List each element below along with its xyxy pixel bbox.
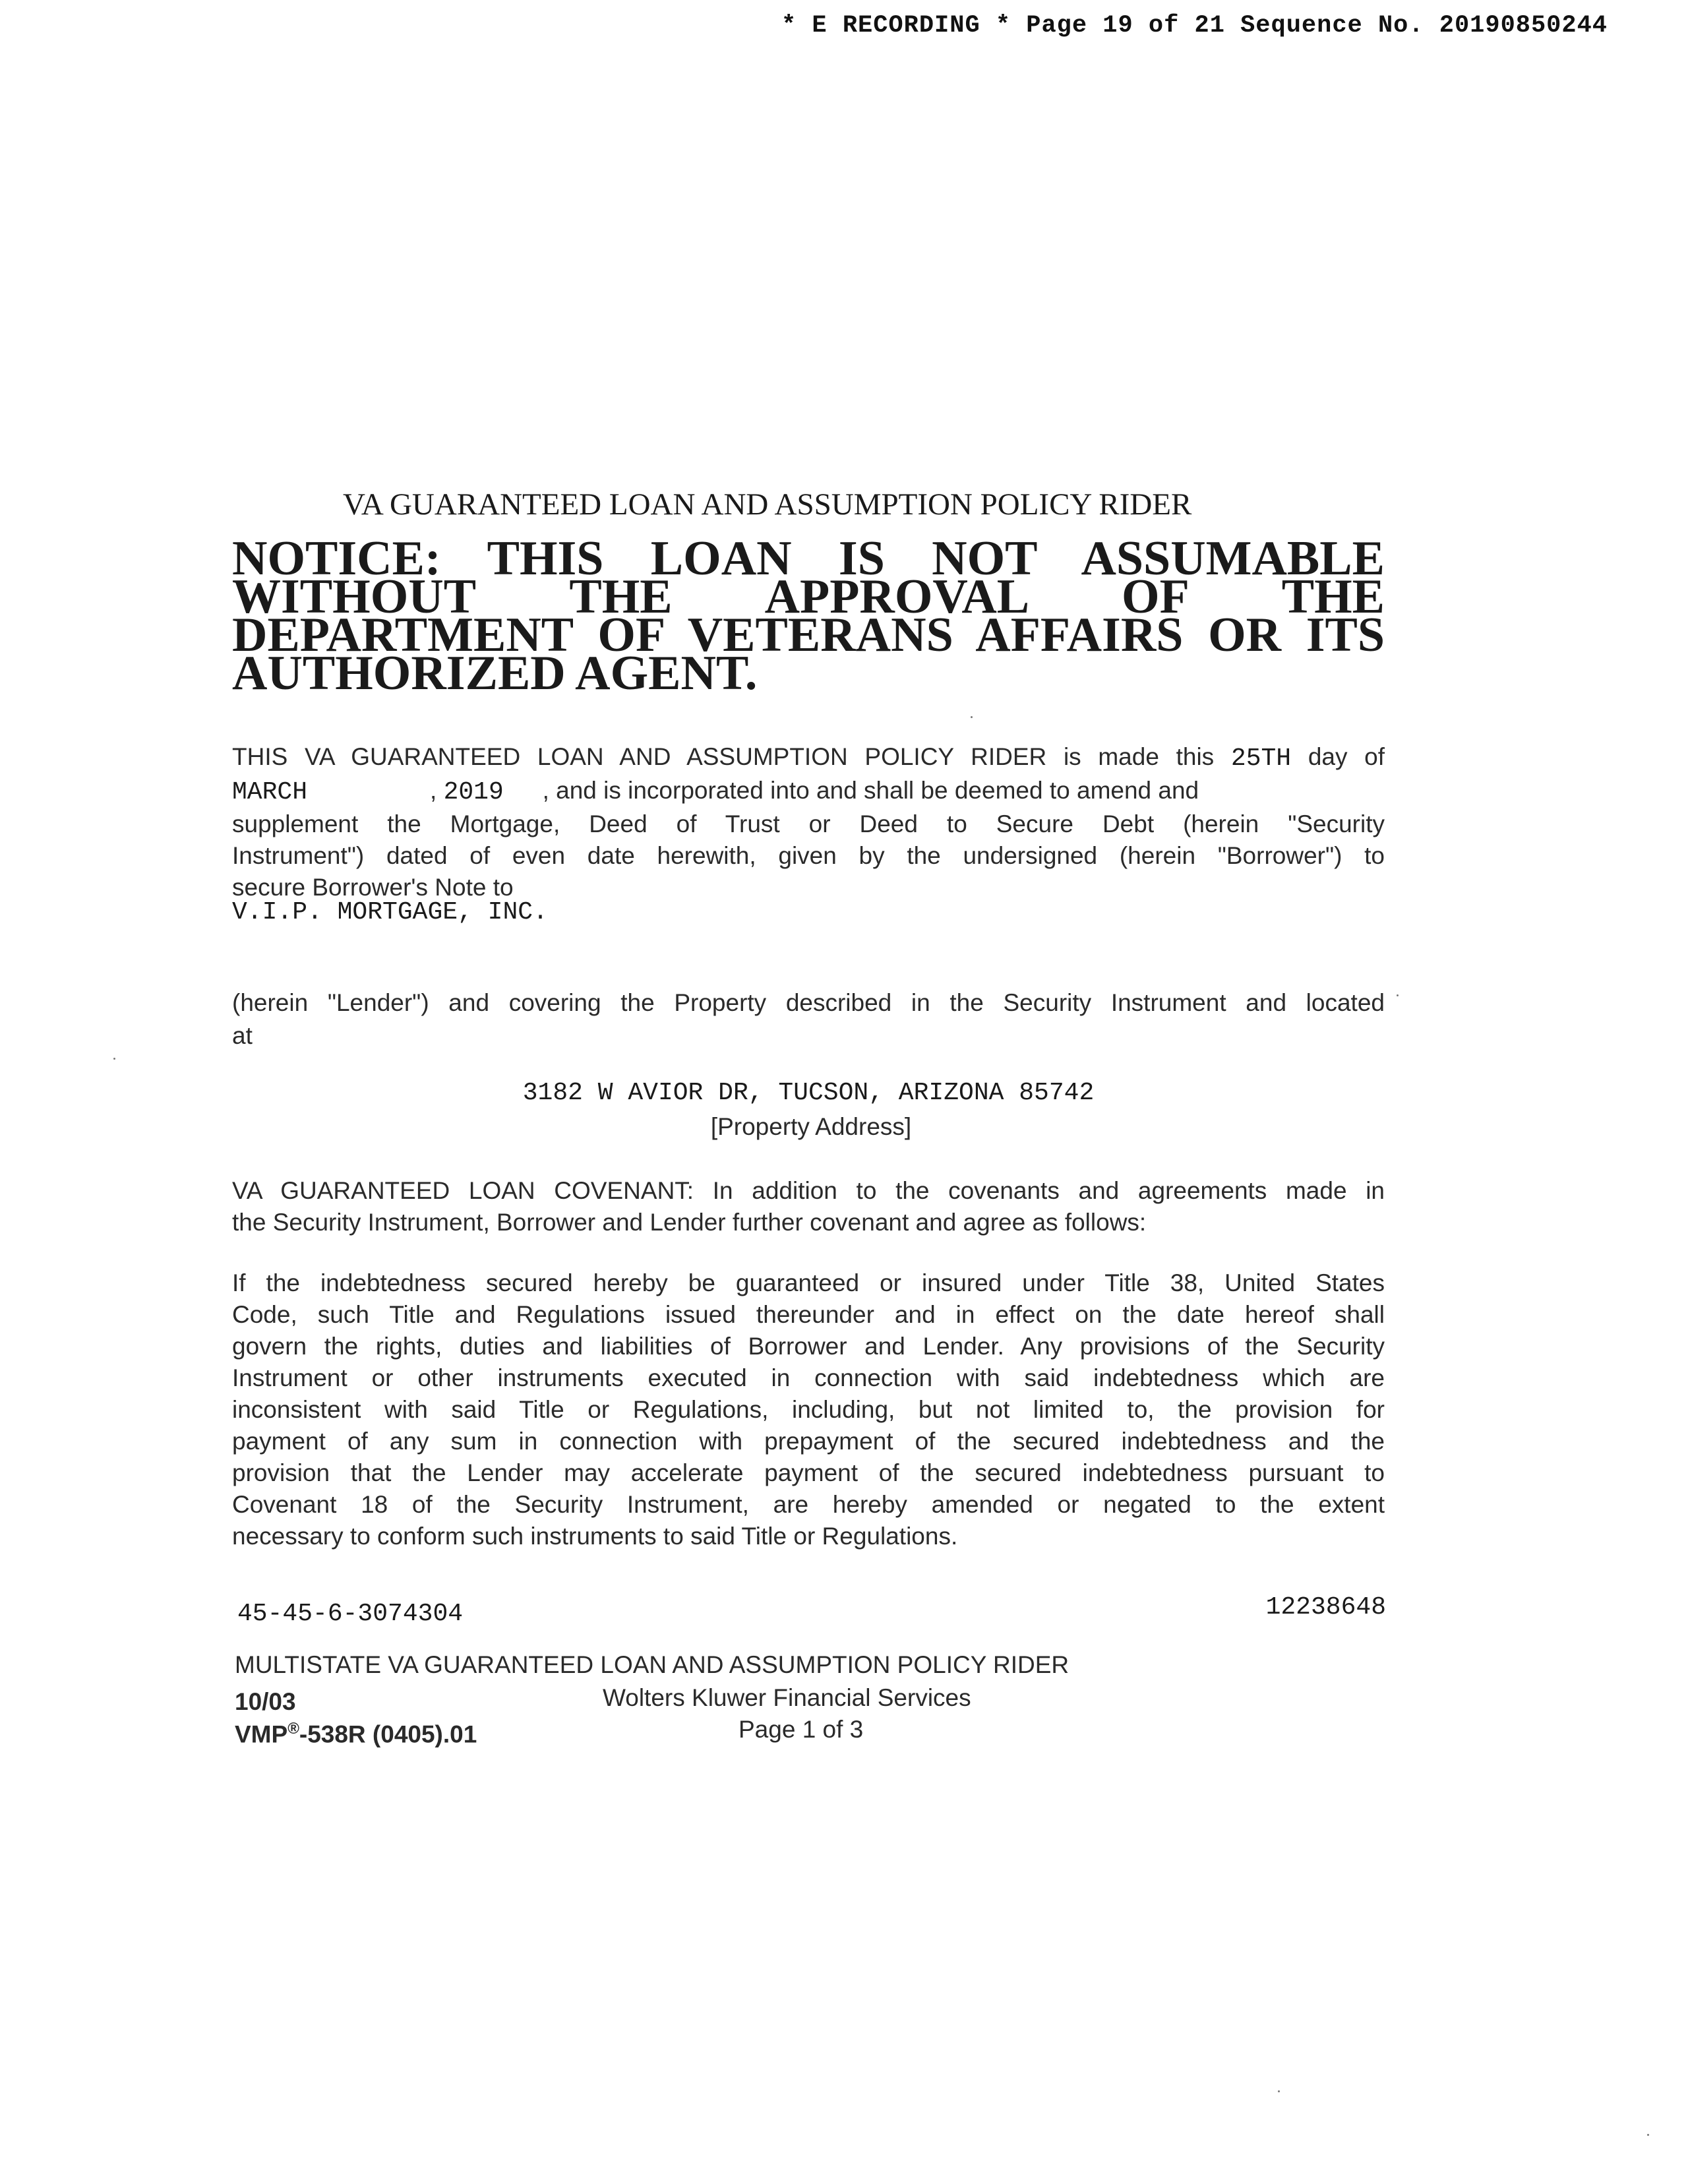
title38-line: Code, such Title and Regulations issued thereunder and in effect on the date hereof shall [232,1301,1385,1328]
property-intro-line-1: (herein "Lender") and covering the Property described in the Security Instrument and located [232,989,1385,1016]
title38-paragraph [232,1267,1385,1552]
title38-line: Instrument or other instruments executed in connection with said indebtedness which are [232,1364,1385,1391]
assumption-notice: NOTICE: THIS LOAN IS NOT ASSUMABLE WITHOUT THE APPROVAL OF THE DEPARTMENT OF VETERANS AFFAIRS OR ITS AUTHORIZED AGENT. [232,531,1385,700]
scan-speck [1397,994,1399,996]
title38-line: Covenant 18 of the Security Instrument, are hereby amended or negated to the extent [232,1491,1385,1518]
year-separator: , [430,777,437,804]
intro-line-5: secure Borrower's Note to [232,874,514,901]
footer-form-number [235,1720,477,1748]
footer-publisher: Wolters Kluwer Financial Services [603,1684,971,1711]
property-address: 3182 W AVIOR DR, TUCSON, ARIZONA 85742 [522,1079,1095,1107]
form-prefix: VMP [235,1720,288,1748]
scan-speck [113,1058,115,1060]
loan-number-left: 45-45-6-3074304 [237,1600,464,1628]
title38-line: If the indebtedness secured hereby be guaranteed or insured under Title 38, United States [232,1269,1385,1296]
footer-date-code: 10/03 [235,1688,296,1715]
intro-prefix: THIS VA GUARANTEED LOAN AND ASSUMPTION POLICY RIDER is made this [232,743,1215,770]
intro-paragraph [232,741,1385,903]
covenant-paragraph [232,1175,1385,1238]
scan-speck [1278,2090,1280,2092]
scan-speck [971,716,973,718]
property-intro [232,986,1385,1052]
property-address-label: [Property Address] [710,1113,912,1140]
intro-line-3: supplement the Mortgage, Deed of Trust or Deed to Secure Debt (herein "Security [232,810,1385,837]
property-intro-line-2: at [232,1022,253,1049]
footer-page-indicator: Page 1 of 3 [738,1716,864,1743]
intro-day-of: day of [1308,743,1385,770]
loan-number-right: 12238648 [1265,1593,1386,1622]
rider-year: 2019 [443,778,504,806]
scan-speck [1647,2134,1649,2136]
intro-line-1 [232,741,1385,775]
title38-line: provision that the Lender may accelerate payment of the secured indebtedness pursuant to [232,1459,1385,1486]
covenant-line-2: the Security Instrument, Borrower and Lender further covenant and agree as follows: [232,1209,1147,1236]
title38-line: necessary to conform such instruments to said Title or Regulations. [232,1523,958,1550]
intro-line-2-text: , and is incorporated into and shall be deemed to amend and [542,777,1199,804]
title38-line: inconsistent with said Title or Regulations, including, but not limited to, the provision for [232,1396,1385,1423]
intro-line-2 [232,775,1385,808]
registered-mark: ® [287,1720,299,1738]
title38-line: payment of any sum in connection with prepayment of the secured indebtedness and the [232,1428,1385,1455]
lender-name: V.I.P. MORTGAGE, INC. [232,898,548,926]
title38-line: govern the rights, duties and liabilities of Borrower and Lender. Any provisions of the Security [232,1333,1385,1360]
recording-header: * E RECORDING * Page 19 of 21 Sequence No. 20190850244 [781,12,1608,40]
form-suffix: -538R (0405).01 [299,1720,477,1748]
document-title: VA GUARANTEED LOAN AND ASSUMPTION POLICY RIDER [343,487,1192,522]
covenant-line-1: VA GUARANTEED LOAN COVENANT: In addition to the covenants and agreements made in [232,1177,1385,1204]
rider-day: 25TH [1230,744,1292,773]
intro-line-4: Instrument") dated of even date herewith, given by the undersigned (herein "Borrower") to [232,842,1385,869]
footer-form-title: MULTISTATE VA GUARANTEED LOAN AND ASSUMPTION POLICY RIDER [235,1651,1070,1678]
rider-month: MARCH [232,778,308,806]
